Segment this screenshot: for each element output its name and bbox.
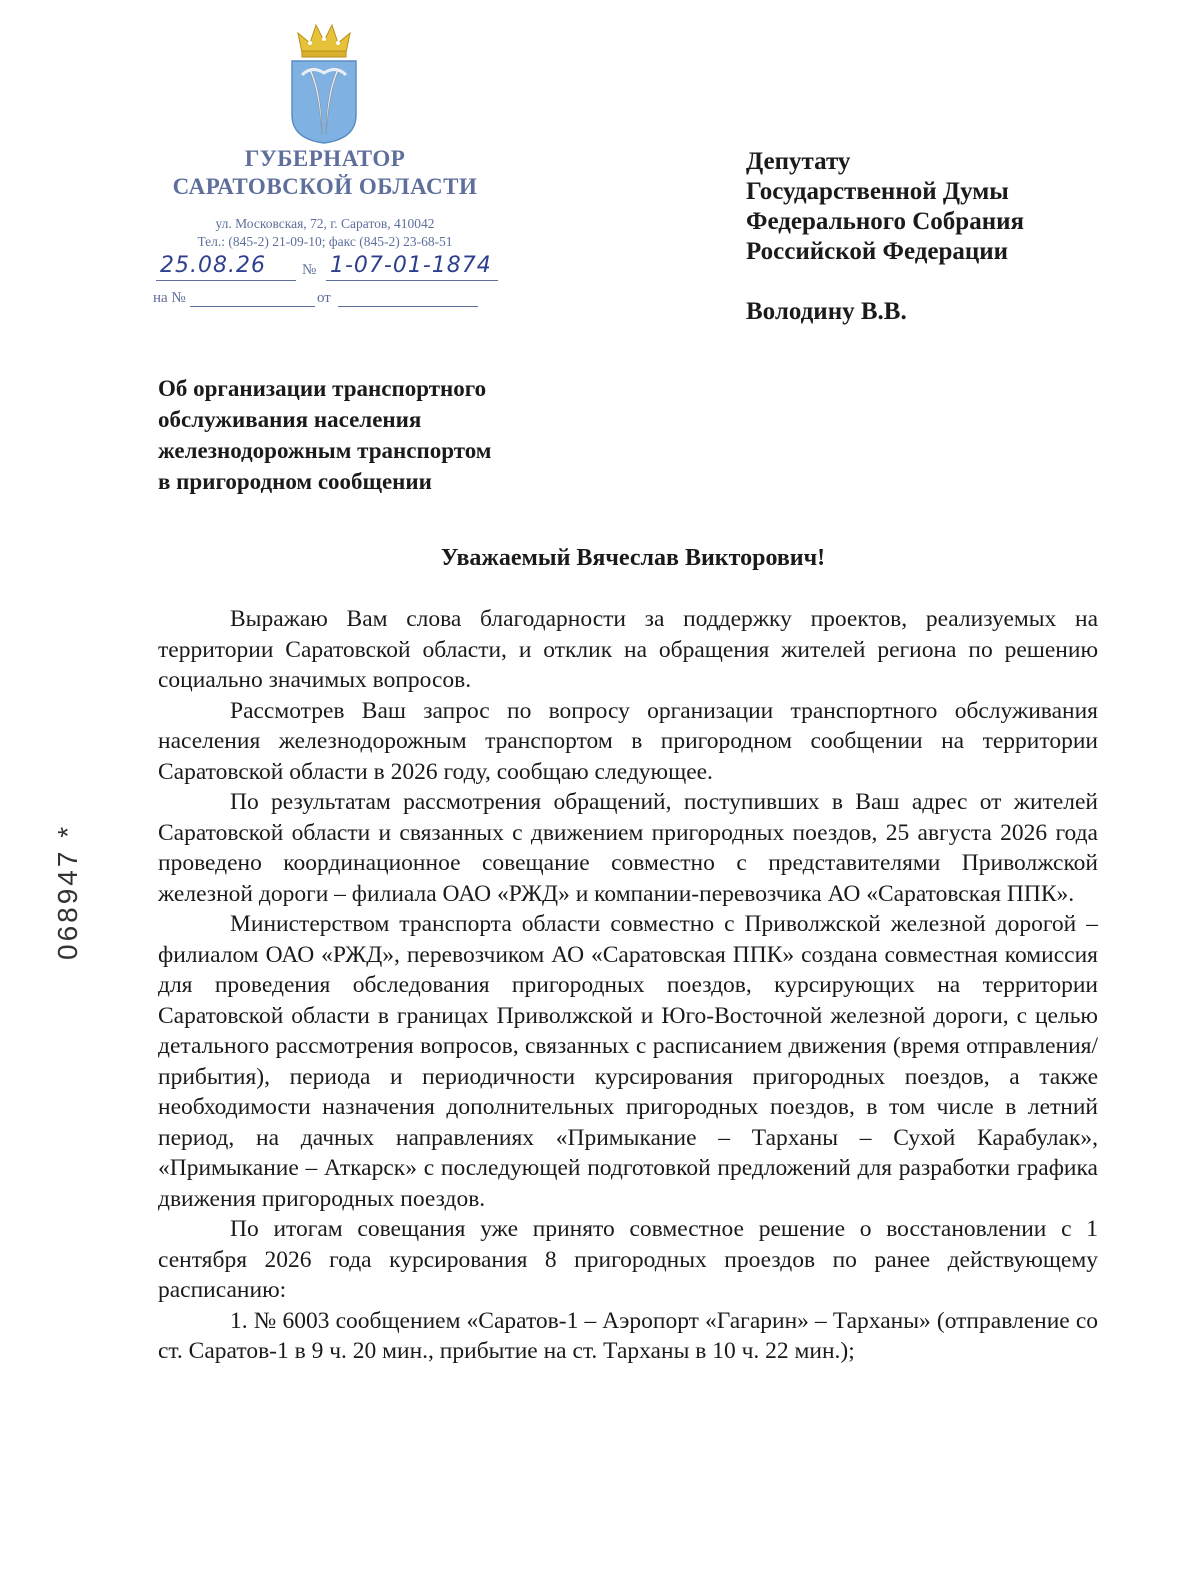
greeting: Уважаемый Вячеслав Викторович! <box>440 545 826 571</box>
paragraph-5: По итогам совещания уже принято совместное решение о восстановлении с 1 сентября 2026 года курсирования 8 пригородных проездов по ранее действующему расписанию: <box>158 1216 1098 1303</box>
subject-line4: в пригородном сообщении <box>158 469 432 494</box>
addressee-line3: Федерального Собрания <box>746 208 1025 235</box>
letter-subject <box>158 373 638 497</box>
subject-line3: железнодорожным транспортом <box>158 438 492 463</box>
reference-number-underline <box>190 306 315 307</box>
reference-on-label: на № <box>153 290 186 306</box>
paragraph-4: Министерством транспорта области совместно с Приволжской железной дорогой – филиалом ОАО «РЖД», перевозчиком АО «Саратовская ППК» создана совместная комиссия для проведения обследования пригородных поездов, курсирующих на территории Саратовской области в границах Приволжской и Юго-Восточной железной дороги, с целью детального рассмотрения вопросов, связанных с расписанием движения (время отправления/прибытия), периода и периодичности курсирования пригородных поездов, а также необходимости назначения дополнительных пригородных поездов, в том числе в летний период, на дачных направлениях «Примыкание – Тарханы – Сухой Карабулак», «Примыкание – Аткарск» с последующей подготовкой предложений для разработки графика движения пригородных поездов. <box>158 911 1098 1212</box>
addressee-line1: Депутату <box>746 148 851 175</box>
handwritten-number: 1-07-01-1874 <box>330 253 492 278</box>
letterhead-address: ул. Московская, 72, г. Саратов, 410042 <box>215 216 435 231</box>
paragraph-6: 1. № 6003 сообщением «Саратов-1 – Аэропорт «Гагарин» – Тарханы» (отправление со ст. Саратов-1 в 9 ч. 20 мин., прибытие на ст. Тарханы в 10 ч. 22 мин.); <box>158 1307 1098 1364</box>
subject-line1: Об организации транспортного <box>158 376 487 401</box>
paragraph-2: Рассмотрев Ваш запрос по вопросу организации транспортного обслуживания населения железнодорожным транспортом в пригородном сообщении на территории Саратовской области в 2026 году, сообщаю следующее. <box>158 697 1098 785</box>
addressee-line4: Российской Федерации <box>746 238 1009 265</box>
side-registration-number: 068947 * <box>52 823 83 960</box>
letter-body <box>158 604 1098 1367</box>
paragraph-1: Выражаю Вам слова благодарности за поддержку проектов, реализуемых на территории Саратовской области, и отклик на обращения жителей региона по решению социально значимых вопросов. <box>158 606 1098 693</box>
letterhead-title-line2: САРАТОВСКОЙ ОБЛАСТИ <box>172 174 478 199</box>
coat-of-arms-emblem <box>288 15 360 145</box>
handwritten-date: 25.08.26 <box>160 253 266 278</box>
date-underline <box>156 280 296 281</box>
addressee-name: Володину В.В. <box>746 298 907 325</box>
addressee-line2: Государственной Думы <box>746 178 1009 205</box>
reference-date-underline <box>338 306 478 307</box>
reference-from-label: от <box>317 290 331 306</box>
letterhead-title-line1: ГУБЕРНАТОР <box>244 146 406 171</box>
paragraph-3: По результатам рассмотрения обращений, поступивших в Ваш адрес от жителей Саратовской области и связанных с движением пригородных поездов, 25 августа 2026 года проведено координационное совещание совместно с представителями Приволжской железной дороги – филиала ОАО «РЖД» и компании-перевозчика АО «Саратовская ППК». <box>158 789 1098 907</box>
number-prefix: № <box>302 262 317 278</box>
subject-line2: обслуживания населения <box>158 407 422 432</box>
letterhead-phones: Тел.: (845-2) 21-09-10; факс (845-2) 23-68-51 <box>197 234 453 249</box>
number-underline <box>326 280 498 281</box>
